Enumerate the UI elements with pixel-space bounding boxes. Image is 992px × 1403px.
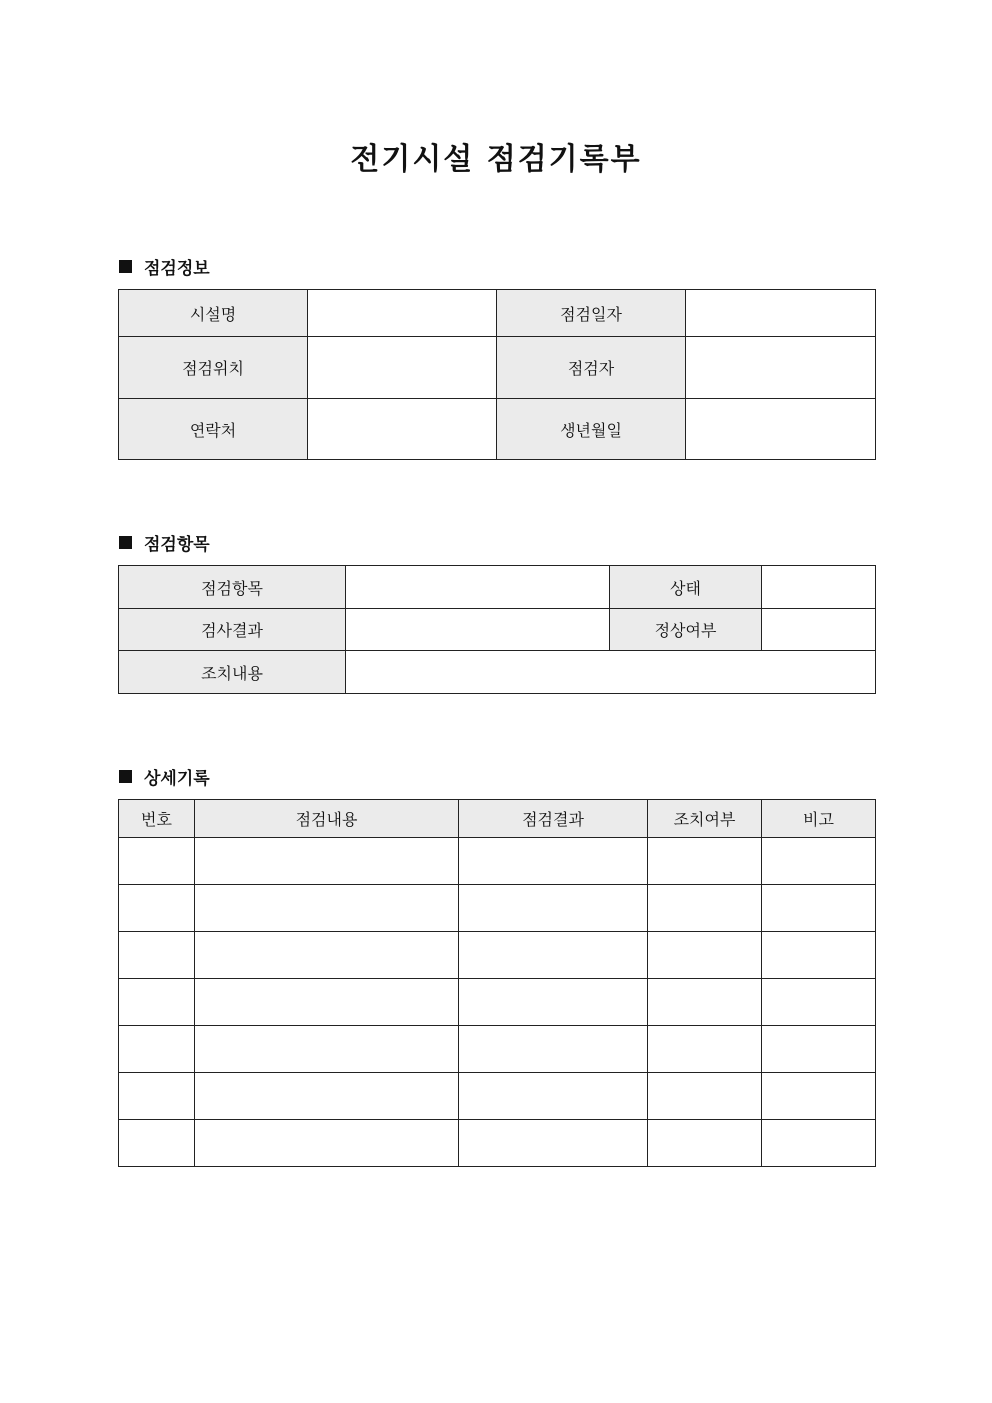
inspection-date-label: 점검일자 [497,290,686,337]
table-row [119,932,876,979]
remarks-cell[interactable] [762,885,876,932]
table-row [119,651,876,694]
items-table [118,565,876,694]
action-cell[interactable] [648,1120,762,1167]
number-cell[interactable] [119,979,195,1026]
number-cell[interactable] [119,838,195,885]
table-row [119,566,876,609]
table-row [119,399,876,460]
action-cell[interactable] [648,932,762,979]
result-cell[interactable] [459,932,648,979]
square-bullet-icon [119,536,132,549]
content-cell[interactable] [195,1073,459,1120]
table-row [119,1120,876,1167]
status-label: 상태 [610,566,762,609]
content-cell[interactable] [195,1026,459,1073]
result-cell[interactable] [459,838,648,885]
square-bullet-icon [119,260,132,273]
column-header-remarks: 비고 [762,800,876,838]
inspection-result-field[interactable] [346,609,610,651]
action-taken-field[interactable] [346,651,876,694]
inspection-item-field[interactable] [346,566,610,609]
action-cell[interactable] [648,838,762,885]
number-cell[interactable] [119,932,195,979]
number-cell[interactable] [119,1120,195,1167]
column-header-content: 점검내용 [195,800,459,838]
normal-status-label: 정상여부 [610,609,762,651]
detail-table [118,799,876,1167]
result-cell[interactable] [459,1120,648,1167]
contact-label: 연락처 [119,399,308,460]
info-table [118,289,876,460]
section-heading-label: 점검정보 [144,259,210,279]
result-cell[interactable] [459,1026,648,1073]
remarks-cell[interactable] [762,1026,876,1073]
remarks-cell[interactable] [762,979,876,1026]
inspection-location-label: 점검위치 [119,337,308,399]
table-row [119,609,876,651]
facility-name-label: 시설명 [119,290,308,337]
section-heading-items [119,530,210,555]
inspection-date-field[interactable] [686,290,876,337]
facility-name-field[interactable] [308,290,497,337]
table-row [119,885,876,932]
content-cell[interactable] [195,838,459,885]
table-row [119,337,876,399]
content-cell[interactable] [195,979,459,1026]
number-cell[interactable] [119,1073,195,1120]
page-title: 전기시설 점검기록부 [350,142,642,177]
inspector-label: 점검자 [497,337,686,399]
remarks-cell[interactable] [762,932,876,979]
number-cell[interactable] [119,1026,195,1073]
result-cell[interactable] [459,1073,648,1120]
remarks-cell[interactable] [762,1120,876,1167]
table-row [119,1073,876,1120]
action-taken-label: 조치내용 [119,651,346,694]
table-row [119,979,876,1026]
column-header-number: 번호 [119,800,195,838]
action-cell[interactable] [648,885,762,932]
inspection-result-label: 검사결과 [119,609,346,651]
table-row [119,290,876,337]
square-bullet-icon [119,770,132,783]
remarks-cell[interactable] [762,1073,876,1120]
section-heading-label: 상세기록 [144,769,210,789]
inspector-field[interactable] [686,337,876,399]
contact-field[interactable] [308,399,497,460]
number-cell[interactable] [119,885,195,932]
detail-table-body [119,838,876,1167]
section-heading-label: 점검항목 [144,535,210,555]
action-cell[interactable] [648,1073,762,1120]
table-header-row [119,800,876,838]
birth-date-label: 생년월일 [497,399,686,460]
table-row [119,838,876,885]
status-field[interactable] [762,566,876,609]
section-heading-detail [119,764,210,789]
section-heading-info [119,254,210,279]
inspection-location-field[interactable] [308,337,497,399]
table-row [119,1026,876,1073]
remarks-cell[interactable] [762,838,876,885]
result-cell[interactable] [459,979,648,1026]
normal-status-field[interactable] [762,609,876,651]
action-cell[interactable] [648,979,762,1026]
content-cell[interactable] [195,932,459,979]
action-cell[interactable] [648,1026,762,1073]
content-cell[interactable] [195,885,459,932]
column-header-result: 점검결과 [459,800,648,838]
content-cell[interactable] [195,1120,459,1167]
inspection-item-label: 점검항목 [119,566,346,609]
birth-date-field[interactable] [686,399,876,460]
column-header-action: 조치여부 [648,800,762,838]
result-cell[interactable] [459,885,648,932]
